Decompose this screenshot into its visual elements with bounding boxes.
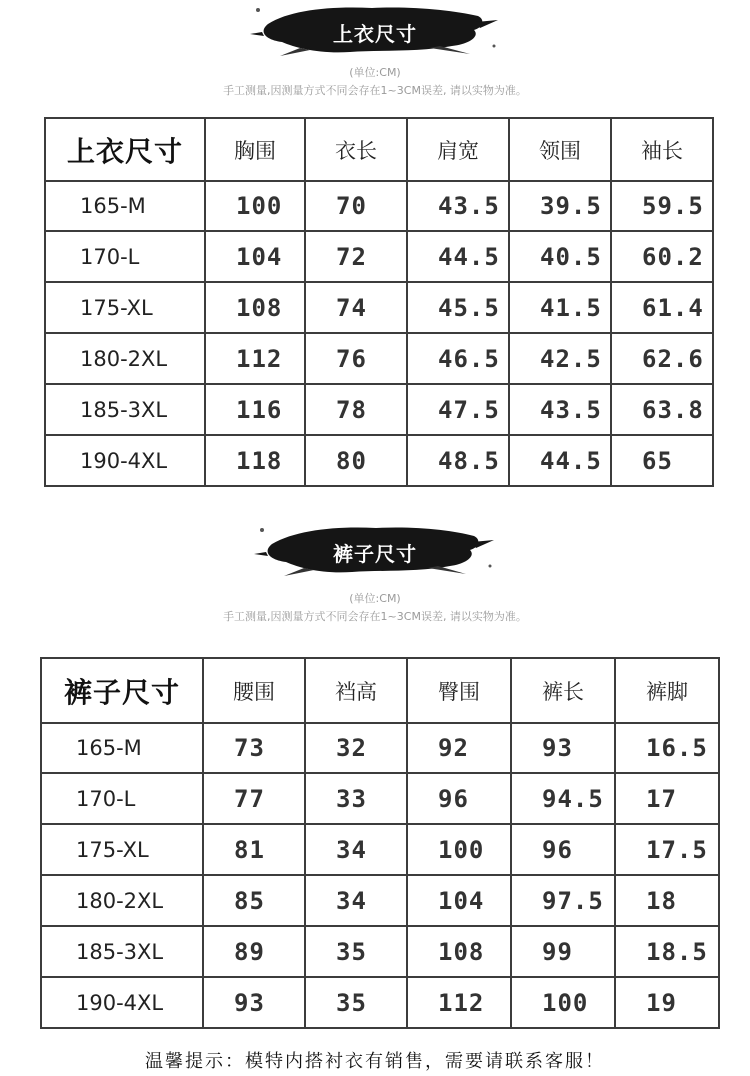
size-label: 170-L bbox=[45, 231, 205, 282]
column-header: 衣长 bbox=[305, 118, 407, 181]
measure-cell: 96 bbox=[511, 824, 615, 875]
table-row bbox=[41, 977, 719, 1028]
measure-cell: 43.5 bbox=[407, 181, 509, 231]
column-header: 袖长 bbox=[611, 118, 713, 181]
column-header: 臀围 bbox=[407, 658, 511, 723]
size-label: 185-3XL bbox=[45, 384, 205, 435]
measure-cell: 61.4 bbox=[611, 282, 713, 333]
column-header: 腰围 bbox=[203, 658, 305, 723]
table-row bbox=[41, 875, 719, 926]
measure-cell: 100 bbox=[205, 181, 305, 231]
measure-cell: 18 bbox=[615, 875, 719, 926]
column-header: 裤脚 bbox=[615, 658, 719, 723]
measure-cell: 47.5 bbox=[407, 384, 509, 435]
table-row bbox=[41, 824, 719, 875]
measure-cell: 81 bbox=[203, 824, 305, 875]
measure-cell: 44.5 bbox=[509, 435, 611, 486]
table-row bbox=[45, 435, 713, 486]
column-header: 胸围 bbox=[205, 118, 305, 181]
measure-cell: 60.2 bbox=[611, 231, 713, 282]
column-header: 裆高 bbox=[305, 658, 407, 723]
size-label: 170-L bbox=[41, 773, 203, 824]
measure-cell: 44.5 bbox=[407, 231, 509, 282]
table-corner-title: 裤子尺寸 bbox=[41, 658, 203, 723]
measure-cell: 70 bbox=[305, 181, 407, 231]
measure-cell: 73 bbox=[203, 723, 305, 773]
measure-cell: 42.5 bbox=[509, 333, 611, 384]
measure-cell: 96 bbox=[407, 773, 511, 824]
measure-cell: 48.5 bbox=[407, 435, 509, 486]
tops-banner-title: 上衣尺寸 bbox=[333, 22, 417, 46]
measure-cell: 33 bbox=[305, 773, 407, 824]
measure-cell: 39.5 bbox=[509, 181, 611, 231]
tops-size-table bbox=[44, 117, 714, 487]
measure-cell: 80 bbox=[305, 435, 407, 486]
measure-cell: 41.5 bbox=[509, 282, 611, 333]
measure-cell: 89 bbox=[203, 926, 305, 977]
measure-cell: 108 bbox=[407, 926, 511, 977]
size-label: 190-4XL bbox=[41, 977, 203, 1028]
measure-cell: 104 bbox=[407, 875, 511, 926]
measure-cell: 78 bbox=[305, 384, 407, 435]
size-label: 190-4XL bbox=[45, 435, 205, 486]
table-row bbox=[45, 384, 713, 435]
measure-cell: 59.5 bbox=[611, 181, 713, 231]
footer-tip: 温馨提示：模特内搭衬衣有销售，需要请联系客服！ bbox=[145, 1051, 605, 1072]
measure-cell: 32 bbox=[305, 723, 407, 773]
measure-cell: 112 bbox=[407, 977, 511, 1028]
size-label: 165-M bbox=[45, 181, 205, 231]
measure-cell: 16.5 bbox=[615, 723, 719, 773]
tops-unit-label: (单位:CM) bbox=[349, 66, 401, 79]
measure-cell: 34 bbox=[305, 824, 407, 875]
table-row bbox=[45, 231, 713, 282]
measure-cell: 118 bbox=[205, 435, 305, 486]
measure-cell: 17.5 bbox=[615, 824, 719, 875]
column-header: 领围 bbox=[509, 118, 611, 181]
measure-cell: 43.5 bbox=[509, 384, 611, 435]
table-header-row bbox=[41, 658, 719, 723]
measure-cell: 63.8 bbox=[611, 384, 713, 435]
pants-banner bbox=[0, 522, 750, 578]
measure-cell: 40.5 bbox=[509, 231, 611, 282]
measure-cell: 94.5 bbox=[511, 773, 615, 824]
measure-cell: 85 bbox=[203, 875, 305, 926]
table-row bbox=[45, 181, 713, 231]
size-label: 180-2XL bbox=[45, 333, 205, 384]
measure-cell: 35 bbox=[305, 977, 407, 1028]
table-corner-title: 上衣尺寸 bbox=[45, 118, 205, 181]
measure-cell: 97.5 bbox=[511, 875, 615, 926]
size-label: 185-3XL bbox=[41, 926, 203, 977]
measure-cell: 100 bbox=[511, 977, 615, 1028]
table-row bbox=[41, 723, 719, 773]
measure-cell: 46.5 bbox=[407, 333, 509, 384]
tops-banner bbox=[0, 2, 750, 58]
measure-cell: 76 bbox=[305, 333, 407, 384]
size-label: 165-M bbox=[41, 723, 203, 773]
pants-unit-label: (单位:CM) bbox=[349, 592, 401, 605]
pants-measure-note: 手工测量,因测量方式不同会存在1~3CM误差, 请以实物为准。 bbox=[223, 610, 527, 623]
measure-cell: 93 bbox=[203, 977, 305, 1028]
measure-cell: 92 bbox=[407, 723, 511, 773]
measure-cell: 104 bbox=[205, 231, 305, 282]
column-header: 裤长 bbox=[511, 658, 615, 723]
pants-banner-title: 裤子尺寸 bbox=[333, 542, 417, 566]
measure-cell: 72 bbox=[305, 231, 407, 282]
measure-cell: 35 bbox=[305, 926, 407, 977]
measure-cell: 17 bbox=[615, 773, 719, 824]
table-row bbox=[45, 282, 713, 333]
measure-cell: 19 bbox=[615, 977, 719, 1028]
table-header-row bbox=[45, 118, 713, 181]
measure-cell: 112 bbox=[205, 333, 305, 384]
measure-cell: 116 bbox=[205, 384, 305, 435]
pants-size-table bbox=[40, 657, 720, 1029]
measure-cell: 45.5 bbox=[407, 282, 509, 333]
measure-cell: 77 bbox=[203, 773, 305, 824]
size-label: 175-XL bbox=[41, 824, 203, 875]
measure-cell: 74 bbox=[305, 282, 407, 333]
measure-cell: 34 bbox=[305, 875, 407, 926]
measure-cell: 18.5 bbox=[615, 926, 719, 977]
tops-measure-note: 手工测量,因测量方式不同会存在1~3CM误差, 请以实物为准。 bbox=[223, 84, 527, 97]
size-label: 175-XL bbox=[45, 282, 205, 333]
measure-cell: 93 bbox=[511, 723, 615, 773]
measure-cell: 100 bbox=[407, 824, 511, 875]
table-row bbox=[41, 926, 719, 977]
size-label: 180-2XL bbox=[41, 875, 203, 926]
measure-cell: 62.6 bbox=[611, 333, 713, 384]
column-header: 肩宽 bbox=[407, 118, 509, 181]
table-row bbox=[45, 333, 713, 384]
table-row bbox=[41, 773, 719, 824]
measure-cell: 108 bbox=[205, 282, 305, 333]
measure-cell: 99 bbox=[511, 926, 615, 977]
measure-cell: 65 bbox=[611, 435, 713, 486]
